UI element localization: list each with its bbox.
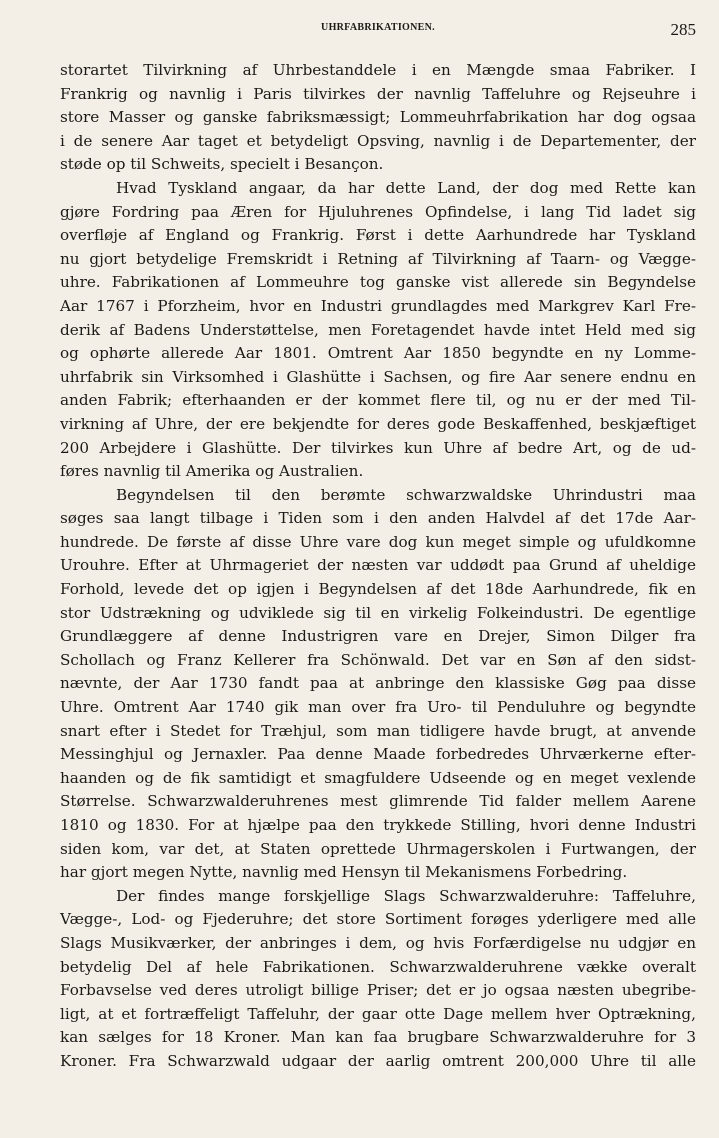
text-line: kan sælges for 18 Kroner. Man kan faa brugbare Schwarzwalderuhre for 3 — [60, 1028, 696, 1047]
text-line: Begyndelsen til den berømte schwarzwaldske Uhrindustri maa — [116, 485, 696, 504]
text-line: Forbavselse ved deres utroligt billige Priser; det er jo ogsaa næsten ubegribe- — [60, 981, 696, 1000]
running-head — [60, 20, 696, 40]
text-line: snart efter i Stedet for Træhjul, som man tidligere havde brugt, at anvende — [60, 721, 696, 740]
body-text — [60, 59, 696, 1074]
text-line: Der findes mange forskjellige Slags Schwarzwalderuhre: Taffeluhre, — [116, 886, 696, 905]
text-line: overfløje af England og Frankrig. Først i dette Aarhundrede har Tyskland — [60, 226, 696, 245]
text-line: stor Udstrækning og udviklede sig til en virkelig Folkeindustri. De egentlige — [60, 603, 696, 622]
text-line: Grundlæggere af denne Industrigren vare en Drejer, Simon Dilger fra — [60, 627, 696, 646]
text-line: 1810 og 1830. For at hjælpe paa den trykkede Stilling, hvori denne Industri — [60, 816, 696, 834]
text-line: nævnte, der Aar 1730 fandt paa at anbringe den klassiske Gøg paa disse — [60, 674, 696, 693]
text-line: anden Fabrik; efterhaanden er der kommet flere til, og nu er der med Til- — [60, 391, 696, 410]
text-line: uhrfabrik sin Virksomhed i Glashütte i Sachsen, og fire Aar senere endnu en — [60, 367, 696, 386]
text-line: Messinghjul og Jernaxler. Paa denne Maade forbedredes Uhrværkerne efter- — [60, 745, 696, 764]
text-line: støde op til Schweits, specielt i Besançon. — [60, 155, 384, 174]
text-line: Aar 1767 i Pforzheim, hvor en Industri grundlagdes med Markgrev Karl Fre- — [60, 296, 696, 315]
text-line: Hvad Tyskland angaar, da har dette Land, der dog med Rette kan — [116, 178, 696, 197]
text-line: hundrede. De første af disse Uhre vare dog kun meget simple og ufuldkomne — [60, 532, 696, 551]
text-line: og ophørte allerede Aar 1801. Omtrent Aar 1850 begyndte en ny Lomme- — [60, 344, 696, 363]
text-line: Uhre. Omtrent Aar 1740 gik man over fra Uro- til Penduluhre og begyndte — [60, 698, 696, 717]
text-line: ligt, at et fortræffeligt Taffeluhr, der gaar otte Dage mellem hver Optrækning, — [60, 1004, 696, 1023]
text-line: 200 Arbejdere i Glashütte. Der tilvirkes kun Uhre af bedre Art, og de ud- — [60, 438, 696, 457]
text-line: har gjort megen Nytte, navnlig med Hensyn til Mekanismens Forbedring. — [60, 863, 628, 882]
text-line: haanden og de fik samtidigt et smagfuldere Udseende og en meget vexlende — [60, 768, 696, 787]
text-line: Forhold, levede det op igjen i Begyndelsen af det 18de Aarhundrede, fik en — [60, 580, 696, 599]
text-line: Størrelse. Schwarzwalderuhrenes mest glimrende Tid falder mellem Aarene — [60, 792, 696, 811]
text-line: derik af Badens Understøttelse, men Foretagendet havde intet Held med sig — [60, 320, 696, 339]
text-line: uhre. Fabrikationen af Lommeuhre tog ganske vist allerede sin Begyndelse — [60, 273, 696, 292]
running-title: UHRFABRIKATIONEN. — [321, 22, 435, 33]
text-line: gjøre Fordring paa Æren for Hjuluhrenes Opfindelse, i lang Tid ladet sig — [60, 202, 696, 221]
text-line: betydelig Del af hele Fabrikationen. Schwarzwalderuhrene vække overalt — [60, 957, 696, 976]
text-line: søges saa langt tilbage i Tiden som i den anden Halvdel af det 17de Aar- — [60, 509, 696, 528]
text-line: føres navnlig til Amerika og Australien. — [60, 462, 364, 481]
text-line: Urouhre. Efter at Uhrmageriet der næsten var uddødt paa Grund af uheldige — [60, 556, 696, 575]
text-line: store Masser og ganske fabriksmæssigt; Lommeuhrfabrikation har dog ogsaa — [60, 108, 696, 127]
text-line: storartet Tilvirkning af Uhrbestanddele i en Mængde smaa Fabriker. I — [60, 61, 696, 79]
text-line: Vægge-, Lod- og Fjederuhre; det store Sortiment forøges yderligere med alle — [60, 910, 696, 929]
text-line: nu gjort betydelige Fremskridt i Retning af Tilvirkning af Taarn- og Vægge- — [60, 249, 696, 268]
text-line: Schollach og Franz Kellerer fra Schönwald. Det var en Søn af den sidst- — [60, 650, 696, 669]
text-line: Slags Musikværker, der anbringes i dem, og hvis Forfærdigelse nu udgjør en — [60, 933, 696, 952]
text-line: siden kom, var det, at Staten oprettede Uhrmagerskolen i Furtwangen, der — [60, 839, 696, 858]
text-line: i de senere Aar taget et betydeligt Opsving, navnlig i de Departementer, der — [60, 131, 696, 150]
text-line: Kroner. Fra Schwarzwald udgaar der aarlig omtrent 200,000 Uhre til alle — [60, 1051, 696, 1070]
text-line: virkning af Uhre, der ere bekjendte for deres gode Beskaffenhed, beskjæftiget — [60, 414, 696, 433]
page-number: 285 — [670, 20, 696, 39]
text-line: Frankrig og navnlig i Paris tilvirkes der navnlig Taffeluhre og Rejseuhre i — [60, 84, 696, 103]
